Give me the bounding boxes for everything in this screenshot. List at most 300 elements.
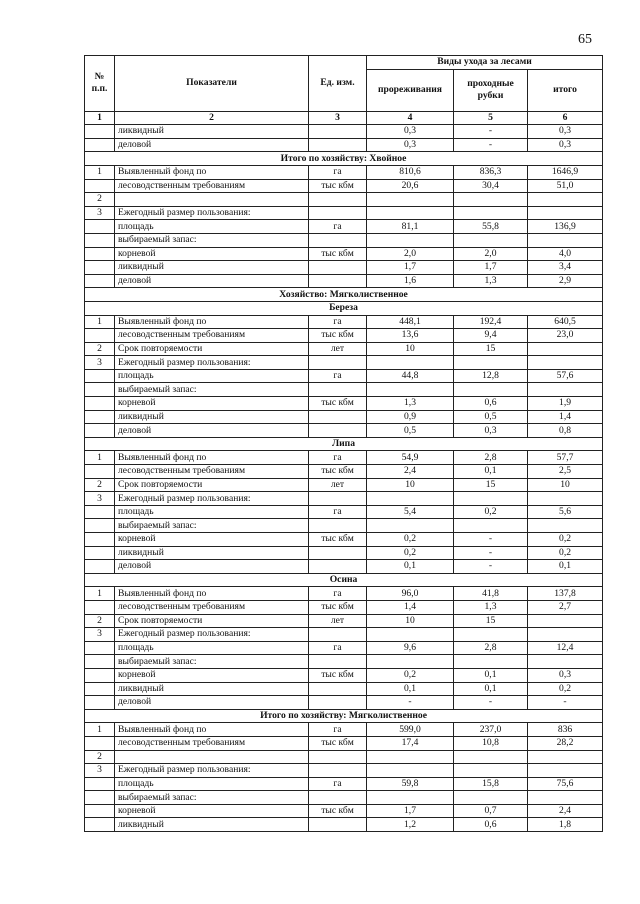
table-row [85,641,603,655]
unit-cell [309,682,367,696]
total-value [528,764,603,778]
row-number: 2 [85,342,115,356]
total-value: 0,2 [528,682,603,696]
indicator-cell: площадь [115,369,309,383]
table-row [85,465,603,479]
total-value: 1646,9 [528,165,603,179]
table-row [85,560,603,574]
total-value: 0,3 [528,668,603,682]
indicator-cell: площадь [115,220,309,234]
table-row [85,682,603,696]
passage-value: 836,3 [454,165,528,179]
thinning-value: 10 [367,614,454,628]
page-number: 65 [578,32,592,47]
table-row [85,315,603,329]
thinning-value: 10 [367,342,454,356]
table-row [85,125,603,139]
column-number: 6 [528,111,603,125]
row-number [85,261,115,275]
thinning-value: 0,5 [367,424,454,438]
total-value: 0,1 [528,560,603,574]
table-row [85,492,603,506]
row-number [85,329,115,343]
row-number [85,369,115,383]
thinning-value: 13,6 [367,329,454,343]
indicator-cell: деловой [115,424,309,438]
total-value [528,193,603,207]
unit-cell [309,193,367,207]
unit-cell [309,628,367,642]
thinning-value: 448,1 [367,315,454,329]
row-number [85,505,115,519]
passage-value: 0,1 [454,682,528,696]
table-row [85,383,603,397]
thinning-value: 1,2 [367,818,454,832]
section-title: Хозяйство: Мягколиственное [85,288,603,302]
unit-cell: га [309,777,367,791]
section-header-row [85,437,603,451]
total-value: 51,0 [528,179,603,193]
thinning-value [367,356,454,370]
total-value: 23,0 [528,329,603,343]
unit-cell: тыс кбм [309,465,367,479]
unit-cell [309,818,367,832]
unit-cell [309,383,367,397]
thinning-value: 1,6 [367,274,454,288]
passage-value: 0,1 [454,668,528,682]
passage-value: 1,3 [454,274,528,288]
passage-value: 55,8 [454,220,528,234]
total-value: 2,4 [528,804,603,818]
total-value: 10 [528,478,603,492]
table-row [85,410,603,424]
passage-value: 41,8 [454,587,528,601]
passage-value: 0,2 [454,505,528,519]
indicator-cell: выбираемый запас: [115,655,309,669]
indicator-cell: лесоводственным требованиям [115,179,309,193]
indicator-cell: Выявленный фонд по [115,587,309,601]
indicator-cell: Ежегодный размер пользования: [115,764,309,778]
unit-cell: га [309,315,367,329]
passage-value: 12,8 [454,369,528,383]
indicator-cell: площадь [115,505,309,519]
section-header-row [85,301,603,315]
unit-cell [309,233,367,247]
section-header-row [85,709,603,723]
row-number [85,220,115,234]
forest-care-table [84,55,603,832]
table-row [85,247,603,261]
total-value [528,233,603,247]
total-value: 0,8 [528,424,603,438]
indicator-cell: деловой [115,138,309,152]
total-value: 1,9 [528,397,603,411]
section-header-row [85,152,603,166]
column-number: 2 [115,111,309,125]
indicator-cell: Ежегодный размер пользования: [115,628,309,642]
thinning-value: 1,4 [367,600,454,614]
passage-value: 0,1 [454,465,528,479]
passage-value [454,655,528,669]
row-number: 2 [85,478,115,492]
table-row [85,750,603,764]
unit-cell [309,261,367,275]
table-row [85,587,603,601]
total-value [528,492,603,506]
total-value [528,655,603,669]
total-value: 836 [528,723,603,737]
total-value: 0,2 [528,533,603,547]
unit-cell: лет [309,342,367,356]
thinning-value: 9,6 [367,641,454,655]
indicator-cell: Ежегодный размер пользования: [115,356,309,370]
column-number: 4 [367,111,454,125]
indicator-cell: Срок повторяемости [115,614,309,628]
row-number [85,560,115,574]
row-number: 1 [85,451,115,465]
indicator-cell: ликвидный [115,546,309,560]
section-header-row [85,573,603,587]
table-row [85,179,603,193]
unit-cell [309,764,367,778]
total-value [528,342,603,356]
table-row [85,505,603,519]
column-number-row [85,111,603,125]
row-number: 3 [85,356,115,370]
table-row [85,356,603,370]
indicator-cell: Ежегодный размер пользования: [115,206,309,220]
passage-value: 2,0 [454,247,528,261]
row-number [85,233,115,247]
thinning-value: 0,2 [367,546,454,560]
passage-value: 9,4 [454,329,528,343]
row-number [85,696,115,710]
total-value: 28,2 [528,736,603,750]
unit-cell: тыс кбм [309,736,367,750]
section-title: Итого по хозяйству: Хвойное [85,152,603,166]
unit-cell [309,138,367,152]
unit-cell: га [309,505,367,519]
total-value: 2,5 [528,465,603,479]
passage-value: 15,8 [454,777,528,791]
row-number: 1 [85,723,115,737]
passage-value: 237,0 [454,723,528,737]
table-row [85,600,603,614]
unit-cell [309,206,367,220]
indicator-cell: площадь [115,777,309,791]
indicator-cell: Срок повторяемости [115,478,309,492]
section-header-row [85,288,603,302]
total-value [528,206,603,220]
passage-value: - [454,560,528,574]
thinning-value: - [367,696,454,710]
total-value [528,383,603,397]
total-value: 0,2 [528,546,603,560]
thinning-value: 20,6 [367,179,454,193]
table-row [85,220,603,234]
unit-cell [309,655,367,669]
row-number [85,410,115,424]
row-number [85,125,115,139]
thinning-value: 0,9 [367,410,454,424]
thinning-value [367,383,454,397]
passage-value: 15 [454,342,528,356]
passage-value: - [454,138,528,152]
thinning-value: 59,8 [367,777,454,791]
unit-cell: тыс кбм [309,397,367,411]
passage-value: 1,7 [454,261,528,275]
thinning-value [367,233,454,247]
thinning-value: 1,3 [367,397,454,411]
indicator-cell: корневой [115,668,309,682]
unit-cell: тыс кбм [309,247,367,261]
unit-cell [309,750,367,764]
unit-cell: га [309,220,367,234]
thinning-value: 2,4 [367,465,454,479]
table-row [85,696,603,710]
row-number [85,791,115,805]
passage-value: 0,7 [454,804,528,818]
table-row [85,397,603,411]
passage-value [454,628,528,642]
thinning-value: 1,7 [367,804,454,818]
unit-cell: лет [309,614,367,628]
table-row [85,614,603,628]
total-value [528,356,603,370]
table-row [85,777,603,791]
header-passage: проходные рубки [454,69,528,111]
row-number [85,777,115,791]
total-value: 57,6 [528,369,603,383]
unit-cell [309,791,367,805]
table-row [85,342,603,356]
row-number [85,682,115,696]
unit-cell [309,492,367,506]
passage-value [454,519,528,533]
thinning-value: 81,1 [367,220,454,234]
passage-value: - [454,533,528,547]
column-number: 1 [85,111,115,125]
table-row [85,546,603,560]
indicator-cell: Ежегодный размер пользования: [115,492,309,506]
passage-value [454,233,528,247]
row-number [85,465,115,479]
passage-value: 0,6 [454,397,528,411]
thinning-value: 10 [367,478,454,492]
column-number: 5 [454,111,528,125]
row-number: 3 [85,492,115,506]
row-number: 2 [85,614,115,628]
table-row [85,519,603,533]
indicator-cell: деловой [115,274,309,288]
indicator-cell: корневой [115,247,309,261]
passage-value [454,356,528,370]
total-value: 137,8 [528,587,603,601]
unit-cell: тыс кбм [309,329,367,343]
table-row [85,764,603,778]
total-value: 0,3 [528,125,603,139]
total-value: 136,9 [528,220,603,234]
total-value: 57,7 [528,451,603,465]
indicator-cell: корневой [115,804,309,818]
table-row [85,274,603,288]
row-number [85,383,115,397]
thinning-value: 0,2 [367,668,454,682]
section-title: Итого по хозяйству: Мягколиственное [85,709,603,723]
header-no: № п.п. [85,56,115,112]
row-number [85,533,115,547]
unit-cell [309,424,367,438]
table-row [85,165,603,179]
row-number [85,274,115,288]
unit-cell: га [309,369,367,383]
row-number [85,179,115,193]
section-title: Осина [85,573,603,587]
indicator-cell: ликвидный [115,682,309,696]
passage-value: 10,8 [454,736,528,750]
passage-value: 0,5 [454,410,528,424]
thinning-value: 2,0 [367,247,454,261]
row-number: 1 [85,165,115,179]
row-number [85,138,115,152]
row-number: 3 [85,764,115,778]
row-number: 1 [85,315,115,329]
table-row [85,329,603,343]
indicator-cell [115,750,309,764]
unit-cell: лет [309,478,367,492]
indicator-cell [115,193,309,207]
total-value [528,791,603,805]
table-row [85,791,603,805]
header-row-top [85,56,603,70]
table-row [85,818,603,832]
indicator-cell: деловой [115,696,309,710]
indicator-cell: выбираемый запас: [115,519,309,533]
row-number [85,397,115,411]
indicator-cell: Выявленный фонд по [115,451,309,465]
passage-value [454,193,528,207]
row-number: 1 [85,587,115,601]
passage-value: - [454,125,528,139]
passage-value: 30,4 [454,179,528,193]
passage-value [454,791,528,805]
thinning-value [367,492,454,506]
passage-value [454,750,528,764]
header-thinning: прореживания [367,69,454,111]
table-row [85,628,603,642]
indicator-cell: корневой [115,397,309,411]
total-value: 12,4 [528,641,603,655]
total-value: 2,7 [528,600,603,614]
indicator-cell: Срок повторяемости [115,342,309,356]
passage-value [454,206,528,220]
unit-cell: тыс кбм [309,668,367,682]
thinning-value [367,519,454,533]
total-value: 1,8 [528,818,603,832]
total-value: 0,3 [528,138,603,152]
thinning-value: 0,3 [367,125,454,139]
table-row [85,261,603,275]
indicator-cell: лесоводственным требованиям [115,329,309,343]
passage-value: 2,8 [454,641,528,655]
thinning-value: 0,3 [367,138,454,152]
table-row [85,804,603,818]
indicator-cell: корневой [115,533,309,547]
row-number: 2 [85,193,115,207]
indicator-cell: выбираемый запас: [115,233,309,247]
thinning-value [367,750,454,764]
passage-value: - [454,546,528,560]
total-value: 5,6 [528,505,603,519]
indicator-cell: выбираемый запас: [115,383,309,397]
passage-value: 0,6 [454,818,528,832]
passage-value: 15 [454,614,528,628]
total-value [528,614,603,628]
thinning-value [367,764,454,778]
row-number [85,736,115,750]
row-number [85,655,115,669]
unit-cell: тыс кбм [309,804,367,818]
unit-cell: га [309,723,367,737]
unit-cell [309,696,367,710]
thinning-value: 0,2 [367,533,454,547]
total-value: - [528,696,603,710]
thinning-value: 1,7 [367,261,454,275]
indicator-cell: выбираемый запас: [115,791,309,805]
total-value: 640,5 [528,315,603,329]
table-row [85,424,603,438]
thinning-value [367,791,454,805]
thinning-value: 17,4 [367,736,454,750]
section-title: Липа [85,437,603,451]
indicator-cell: Выявленный фонд по [115,315,309,329]
total-value: 3,4 [528,261,603,275]
header-unit: Ед. изм. [309,56,367,112]
unit-cell: тыс кбм [309,533,367,547]
unit-cell [309,274,367,288]
row-number [85,818,115,832]
unit-cell: тыс кбм [309,600,367,614]
passage-value: 1,3 [454,600,528,614]
row-number: 2 [85,750,115,764]
passage-value [454,492,528,506]
unit-cell: га [309,641,367,655]
unit-cell [309,356,367,370]
passage-value [454,383,528,397]
indicator-cell: лесоводственным требованиям [115,600,309,614]
table-row [85,736,603,750]
indicator-cell: лесоводственным требованиям [115,736,309,750]
thinning-value [367,193,454,207]
section-title: Береза [85,301,603,315]
passage-value: 0,3 [454,424,528,438]
thinning-value [367,206,454,220]
indicator-cell: ликвидный [115,410,309,424]
indicator-cell: ликвидный [115,818,309,832]
row-number [85,668,115,682]
table-row [85,369,603,383]
unit-cell: га [309,451,367,465]
passage-value: 192,4 [454,315,528,329]
indicator-cell: площадь [115,641,309,655]
thinning-value: 96,0 [367,587,454,601]
thinning-value: 0,1 [367,682,454,696]
thinning-value: 5,4 [367,505,454,519]
unit-cell [309,560,367,574]
passage-value: - [454,696,528,710]
total-value [528,519,603,533]
unit-cell [309,546,367,560]
